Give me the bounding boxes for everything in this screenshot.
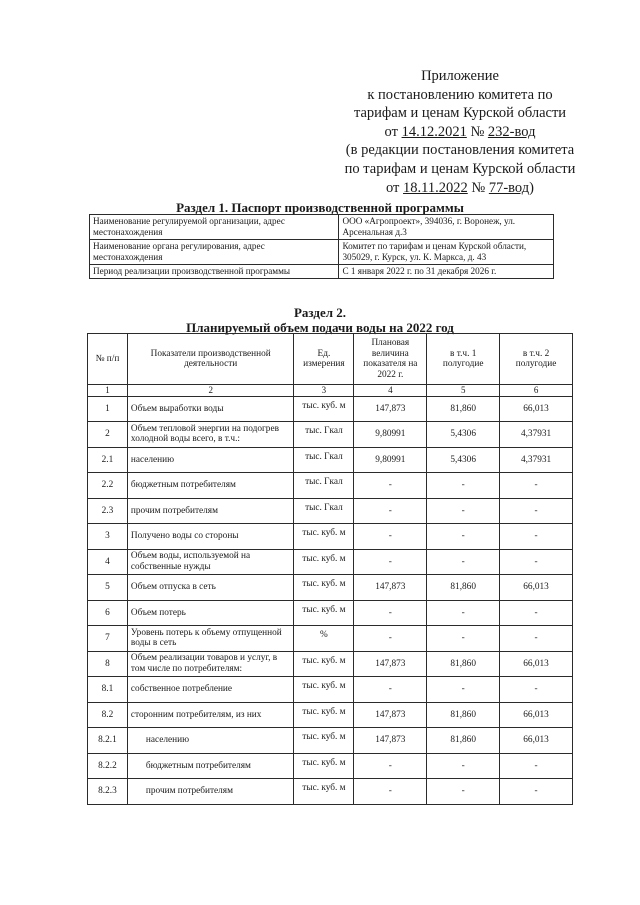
row-number: 2.2	[88, 473, 128, 499]
half1-value: -	[427, 549, 500, 575]
plan-value: 147,873	[354, 728, 427, 754]
column-number: 5	[427, 385, 500, 397]
header-date-line: от 18.11.2022 № 77-вод)	[386, 179, 534, 196]
header-line: (в редакции постановления комитета	[345, 142, 575, 159]
half1-value: 81,860	[427, 575, 500, 601]
unit: тыс. куб. м	[294, 651, 354, 677]
half2-value: -	[500, 524, 573, 550]
column-number: 1	[88, 385, 128, 397]
row-number: 1	[88, 396, 128, 422]
half2-value: -	[500, 779, 573, 805]
indicator-name: Получено воды со стороны	[127, 524, 294, 550]
row-number: 8.2.3	[88, 779, 128, 805]
unit: тыс. куб. м	[294, 779, 354, 805]
indicator-name: собственное потребление	[127, 677, 294, 703]
row-number: 2.1	[88, 447, 128, 473]
half2-value: -	[500, 677, 573, 703]
unit: тыс. Гкал	[294, 447, 354, 473]
table-row	[88, 626, 573, 652]
plan-value: -	[354, 753, 427, 779]
column-header: в т.ч. 1 полугодие	[427, 334, 500, 385]
header-line: к постановлению комитета по	[367, 86, 553, 103]
passport-row	[90, 240, 554, 265]
passport-label: Наименование регулируемой организации, адрес местонахождения	[90, 215, 339, 240]
half1-value: -	[427, 779, 500, 805]
unit: тыс. Гкал	[294, 473, 354, 499]
indicator-name: населению	[127, 447, 294, 473]
unit: тыс. куб. м	[294, 702, 354, 728]
row-number: 8.2	[88, 702, 128, 728]
unit: тыс. Гкал	[294, 422, 354, 448]
half2-value: 66,013	[500, 575, 573, 601]
table-row	[88, 600, 573, 626]
half2-value: 66,013	[500, 702, 573, 728]
resolution-number: 232-вод	[487, 123, 536, 140]
column-header: Плановая величина показателя на 2022 г.	[354, 334, 427, 385]
half1-value: -	[427, 600, 500, 626]
section2-title: Раздел 2.	[293, 305, 347, 320]
passport-value: С 1 января 2022 г. по 31 декабря 2026 г.	[339, 265, 554, 279]
row-number: 8	[88, 651, 128, 677]
half2-value: 4,37931	[500, 422, 573, 448]
plan-value: 147,873	[354, 702, 427, 728]
document-header	[300, 67, 620, 197]
half1-value: -	[427, 753, 500, 779]
half1-value: -	[427, 524, 500, 550]
half2-value: -	[500, 753, 573, 779]
row-number: 2.3	[88, 498, 128, 524]
half1-value: 81,860	[427, 702, 500, 728]
header-line: Приложение	[421, 68, 499, 84]
half1-value: 81,860	[427, 651, 500, 677]
indicator-name: Уровень потерь к объему отпущенной воды в сеть	[127, 626, 294, 652]
plan-value: -	[354, 498, 427, 524]
row-number: 2	[88, 422, 128, 448]
table-row	[88, 677, 573, 703]
table-row	[88, 447, 573, 473]
column-header: Ед. измерения	[294, 334, 354, 385]
indicator-name: прочим потребителям	[127, 498, 294, 524]
half2-value: -	[500, 600, 573, 626]
amendment-number: 77-вод	[488, 179, 530, 196]
unit: тыс. куб. м	[294, 753, 354, 779]
passport-row	[90, 215, 554, 240]
half1-value: 81,860	[427, 728, 500, 754]
table-row	[88, 422, 573, 448]
plan-value: 9,80991	[354, 422, 427, 448]
unit: тыс. куб. м	[294, 600, 354, 626]
passport-label: Период реализации производственной программы	[90, 265, 339, 279]
indicator-name: прочим потребителям	[127, 779, 294, 805]
row-number: 8.2.1	[88, 728, 128, 754]
half2-value: -	[500, 473, 573, 499]
row-number: 8.2.2	[88, 753, 128, 779]
passport-value: Комитет по тарифам и ценам Курской области, 305029, г. Курск, ул. К. Маркса, д. 43	[339, 240, 554, 265]
plan-value: -	[354, 626, 427, 652]
unit: тыс. куб. м	[294, 549, 354, 575]
passport-value: ООО «Агропроект», 394036, г. Воронеж, ул. Арсенальная д.3	[339, 215, 554, 240]
column-number: 4	[354, 385, 427, 397]
unit: тыс. куб. м	[294, 677, 354, 703]
resolution-date: 14.12.2021	[401, 123, 467, 140]
unit: тыс. куб. м	[294, 524, 354, 550]
half2-value: -	[500, 626, 573, 652]
table-row	[88, 779, 573, 805]
unit: тыс. куб. м	[294, 396, 354, 422]
table-row	[88, 575, 573, 601]
indicator-name: Объем воды, используемой на собственные нужды	[127, 549, 294, 575]
plan-value: 147,873	[354, 396, 427, 422]
column-number: 6	[500, 385, 573, 397]
plan-value: 147,873	[354, 575, 427, 601]
amendment-date: 18.11.2022	[403, 179, 468, 196]
header-line: по тарифам и ценам Курской области	[344, 160, 576, 177]
unit: %	[294, 626, 354, 652]
column-header: № п/п	[88, 334, 128, 385]
table-row	[88, 651, 573, 677]
row-number: 6	[88, 600, 128, 626]
section2-subtitle: Планируемый объем подачи воды на 2022 год	[186, 320, 454, 335]
row-number: 7	[88, 626, 128, 652]
column-number: 2	[127, 385, 294, 397]
indicator-name: сторонним потребителям, из них	[127, 702, 294, 728]
passport-label: Наименование органа регулирования, адрес местонахождения	[90, 240, 339, 265]
column-number-row	[88, 385, 573, 397]
plan-value: -	[354, 600, 427, 626]
half1-value: -	[427, 498, 500, 524]
table-row	[88, 753, 573, 779]
half1-value: -	[427, 473, 500, 499]
half2-value: 66,013	[500, 396, 573, 422]
indicator-name: бюджетным потребителям	[127, 473, 294, 499]
plan-value: -	[354, 549, 427, 575]
half1-value: 5,4306	[427, 447, 500, 473]
half1-value: -	[427, 626, 500, 652]
half2-value: -	[500, 549, 573, 575]
unit: тыс. куб. м	[294, 728, 354, 754]
table-header-row	[88, 334, 573, 385]
plan-value: 147,873	[354, 651, 427, 677]
unit: тыс. куб. м	[294, 575, 354, 601]
half2-value: 66,013	[500, 728, 573, 754]
row-number: 4	[88, 549, 128, 575]
plan-value: -	[354, 677, 427, 703]
passport-table	[89, 214, 554, 279]
half1-value: 81,860	[427, 396, 500, 422]
table-row	[88, 498, 573, 524]
indicator-name: населению	[127, 728, 294, 754]
indicator-name: Объем отпуска в сеть	[127, 575, 294, 601]
indicator-name: Объем реализации товаров и услуг, в том числе по потребителям:	[127, 651, 294, 677]
half1-value: 5,4306	[427, 422, 500, 448]
row-number: 8.1	[88, 677, 128, 703]
table-row	[88, 728, 573, 754]
plan-value: -	[354, 779, 427, 805]
column-header: Показатели производственной деятельности	[127, 334, 294, 385]
half1-value: -	[427, 677, 500, 703]
unit: тыс. Гкал	[294, 498, 354, 524]
header-line: тарифам и ценам Курской области	[353, 105, 567, 122]
table-row	[88, 549, 573, 575]
indicator-name: Объем выработки воды	[127, 396, 294, 422]
plan-value: 9,80991	[354, 447, 427, 473]
column-number: 3	[294, 385, 354, 397]
indicator-name: Объем потерь	[127, 600, 294, 626]
table-row	[88, 396, 573, 422]
header-date-line: от 14.12.2021 № 232-вод	[384, 123, 536, 140]
section1-title: Раздел 1. Паспорт производственной программы	[176, 200, 464, 215]
indicator-name: бюджетным потребителям	[127, 753, 294, 779]
indicator-name: Объем тепловой энергии на подогрев холодной воды всего, в т.ч.:	[127, 422, 294, 448]
plan-value: -	[354, 524, 427, 550]
row-number: 3	[88, 524, 128, 550]
plan-value: -	[354, 473, 427, 499]
half2-value: 4,37931	[500, 447, 573, 473]
column-header: в т.ч. 2 полугодие	[500, 334, 573, 385]
table-row	[88, 473, 573, 499]
half2-value: -	[500, 498, 573, 524]
table-row	[88, 702, 573, 728]
half2-value: 66,013	[500, 651, 573, 677]
passport-row	[90, 265, 554, 279]
row-number: 5	[88, 575, 128, 601]
table-row	[88, 524, 573, 550]
water-supply-table	[87, 333, 573, 805]
